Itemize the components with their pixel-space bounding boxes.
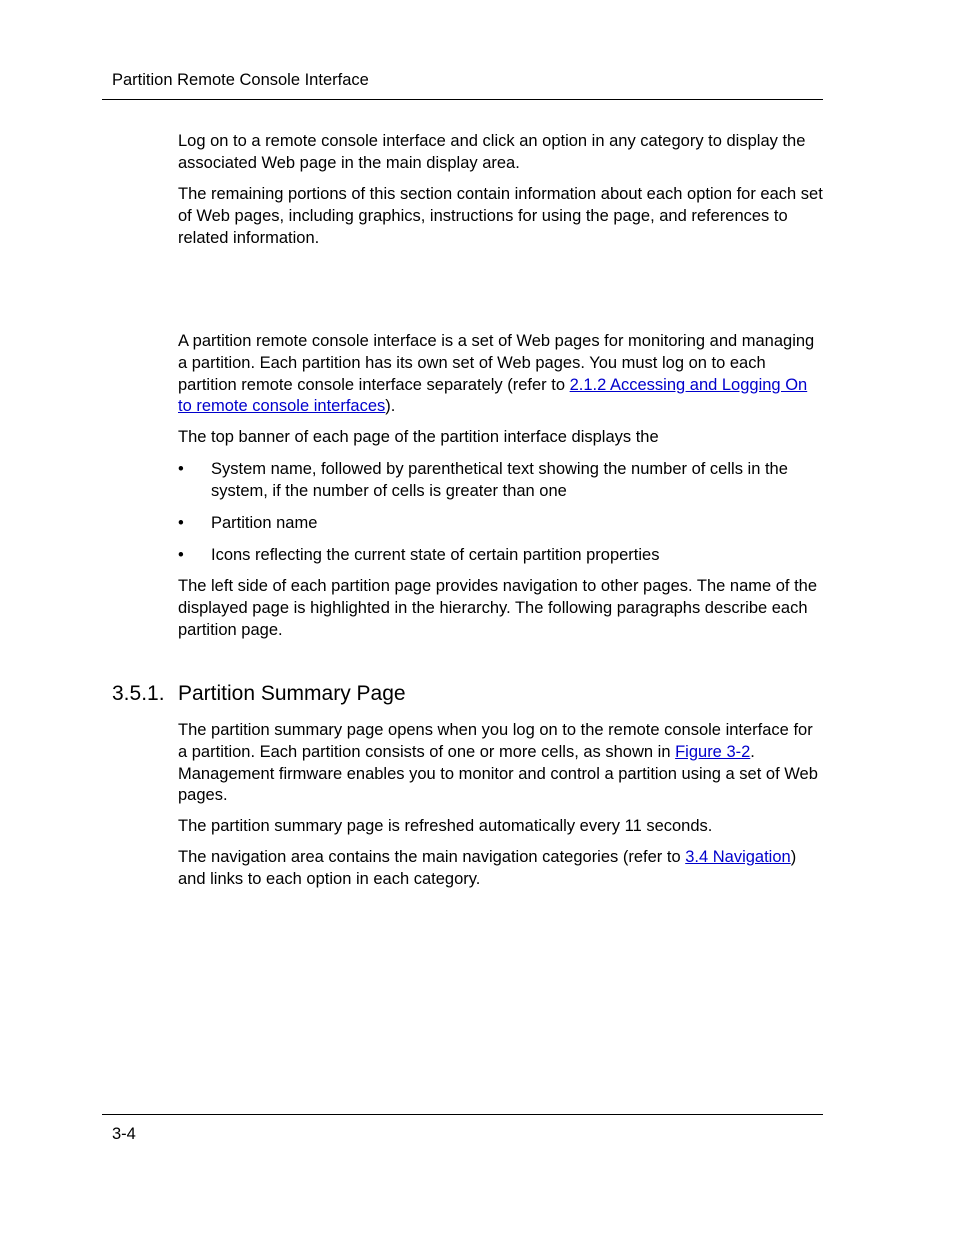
navigation-link[interactable]: 3.4 Navigation bbox=[685, 848, 791, 866]
bullet-icon: • bbox=[178, 460, 184, 478]
subsection-paragraph-1-text: The partition summary page opens when you log on to the remote console interface for a partition. Each partition consists of one or more cells, as shown in bbox=[178, 721, 813, 761]
accessing-logging-on-link[interactable]: 2.1.2 Accessing and Logging On to remote console interfaces bbox=[178, 375, 808, 416]
bullet-icon: • bbox=[178, 546, 184, 564]
subsection-paragraph-1-tail: . Management firmware enables you to monitor and control a partition using a set of Web pages. bbox=[178, 742, 818, 805]
section-paragraph-1 bbox=[178, 331, 823, 418]
header-rule bbox=[102, 99, 823, 100]
subsection-paragraph-1 bbox=[178, 720, 823, 807]
footer-rule bbox=[102, 1114, 823, 1115]
intro-paragraph-2: The remaining portions of this section contain information about each option for each set of Web pages, including graphics, instructions for using the page, and references to related information. bbox=[178, 185, 823, 247]
intro-paragraph-1: Log on to a remote console interface and click an option in any category to display the associated Web page in the main display area. bbox=[178, 132, 806, 172]
list-item-text: Partition name bbox=[211, 514, 318, 532]
section-paragraph-1-tail: ). bbox=[385, 397, 396, 416]
subsection-paragraph-2: The partition summary page is refreshed automatically every 11 seconds. bbox=[178, 817, 713, 835]
figure-3-2-link[interactable]: Figure 3-2 bbox=[675, 742, 751, 761]
list-item-text: System name, followed by parenthetical text showing the number of cells in the system, if the number of cells is greater than one bbox=[211, 460, 788, 500]
subsection-paragraph-3 bbox=[178, 847, 823, 891]
section-heading bbox=[112, 681, 406, 707]
running-header: Partition Remote Console Interface bbox=[112, 71, 369, 89]
subsection-paragraph-3-text: The navigation area contains the main navigation categories (refer to bbox=[178, 848, 686, 866]
section-paragraph-1-text: A partition remote console interface is a set of Web pages for monitoring and managing a partition. Each partition has its own set of Web pages. You must log on to each partition remote console interface separately (refer to bbox=[178, 332, 815, 394]
section-paragraph-3: The left side of each partition page provides navigation to other pages. The name of the displayed page is highlighted in the hierarchy. The following paragraphs describe each partition page. bbox=[178, 577, 818, 639]
list-item-text: Icons reflecting the current state of certain partition properties bbox=[211, 546, 660, 564]
subsection-paragraph-3-tail: ) and links to each option in each category. bbox=[178, 848, 797, 888]
section-paragraph-2: The top banner of each page of the partition interface displays the bbox=[178, 428, 659, 446]
bullet-icon: • bbox=[178, 514, 184, 532]
page-number: 3-4 bbox=[112, 1125, 136, 1143]
section-heading-title: Partition Summary Page bbox=[178, 682, 406, 705]
section-heading-number: 3.5.1. bbox=[112, 682, 165, 705]
